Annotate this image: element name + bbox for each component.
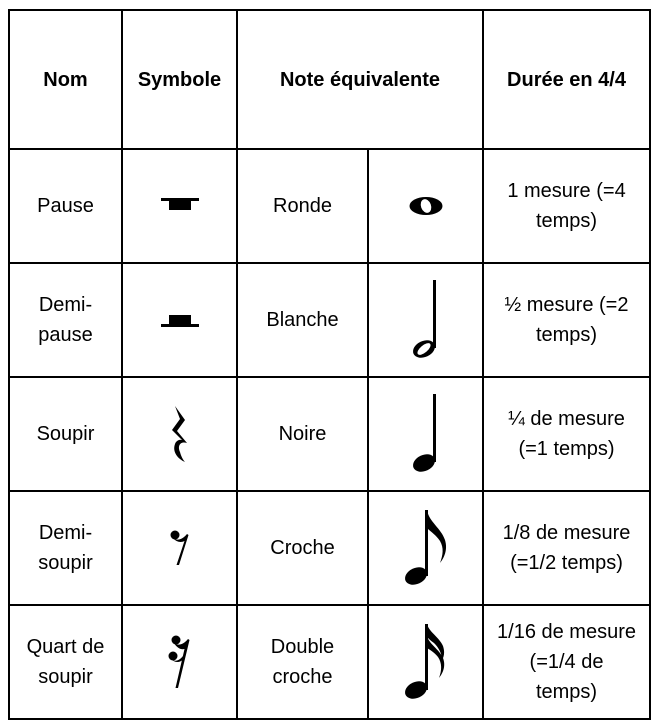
nom-cell	[9, 377, 122, 491]
note-name-cell	[237, 149, 368, 263]
note-symbol-cell	[368, 263, 483, 377]
header-row	[9, 10, 650, 149]
nom-text: Pause	[37, 195, 94, 217]
nom-cell	[9, 491, 122, 605]
duree-line-1: ½ mesure (=2	[504, 294, 629, 316]
nom-line-2: pause	[38, 324, 93, 346]
duree-cell	[483, 149, 650, 263]
duree-line-1: ¼ de mesure	[508, 408, 625, 430]
duree-line-3: temps)	[535, 681, 598, 703]
symbol-cell	[122, 377, 237, 491]
duree-line-2: (=1 temps)	[518, 438, 615, 460]
nom-line-2: soupir	[38, 552, 93, 574]
note-name-line-1: Double	[270, 636, 335, 658]
table-row	[9, 491, 650, 605]
note-name-line-2: croche	[272, 666, 333, 688]
nom-line-1: Demi-	[38, 294, 93, 316]
table-row	[9, 605, 650, 719]
note-name-cell	[237, 605, 368, 719]
nom-line-1: Quart de	[26, 636, 105, 658]
note-name-cell	[237, 491, 368, 605]
quarter-rest-icon	[168, 405, 192, 463]
note-name-cell	[237, 263, 368, 377]
nom-cell	[9, 149, 122, 263]
note-values-table	[8, 9, 651, 720]
nom-line-2: soupir	[38, 666, 93, 688]
note-name-text: Noire	[278, 423, 327, 445]
half-rest-icon	[160, 310, 200, 330]
duree-cell	[483, 377, 650, 491]
whole-note-icon	[408, 195, 444, 217]
sixteenth-rest-icon	[169, 635, 191, 689]
note-name-text: Croche	[270, 537, 335, 559]
note-symbol-cell	[368, 149, 483, 263]
duree-cell	[483, 263, 650, 377]
symbol-cell	[122, 263, 237, 377]
note-symbol-cell	[368, 605, 483, 719]
symbol-cell	[122, 605, 237, 719]
sixteenth-note-icon	[403, 622, 449, 702]
header-note-equivalente: Note équivalente	[237, 10, 483, 149]
nom-cell	[9, 605, 122, 719]
note-name-text: Ronde	[273, 195, 332, 217]
duree-line-2: temps)	[535, 210, 598, 232]
quarter-note-icon	[411, 392, 441, 476]
nom-text: Soupir	[36, 423, 95, 445]
duree-line-2: (=1/2 temps)	[510, 552, 623, 574]
eighth-note-icon	[403, 508, 449, 588]
duree-line-1: 1/16 de mesure	[497, 621, 636, 643]
nom-line-1: Demi-	[38, 522, 93, 544]
nom-cell	[9, 263, 122, 377]
duree-line-1: 1 mesure (=4	[507, 180, 626, 202]
table-row	[9, 149, 650, 263]
duree-cell	[483, 491, 650, 605]
whole-rest-icon	[160, 196, 200, 216]
header-symbole: Symbole	[122, 10, 237, 149]
note-symbol-cell	[368, 377, 483, 491]
symbol-cell	[122, 491, 237, 605]
note-symbol-cell	[368, 491, 483, 605]
symbol-cell	[122, 149, 237, 263]
note-name-text: Blanche	[266, 309, 339, 331]
table-row	[9, 377, 650, 491]
table-row	[9, 263, 650, 377]
header-nom: Nom	[9, 10, 122, 149]
header-duree: Durée en 4/4	[483, 10, 650, 149]
duree-line-1: 1/8 de mesure	[502, 522, 631, 544]
duree-line-2: (=1/4 de	[529, 651, 604, 673]
duree-line-2: temps)	[535, 324, 598, 346]
note-name-cell	[237, 377, 368, 491]
duree-cell	[483, 605, 650, 719]
eighth-rest-icon	[170, 530, 190, 566]
half-note-icon	[411, 278, 441, 362]
